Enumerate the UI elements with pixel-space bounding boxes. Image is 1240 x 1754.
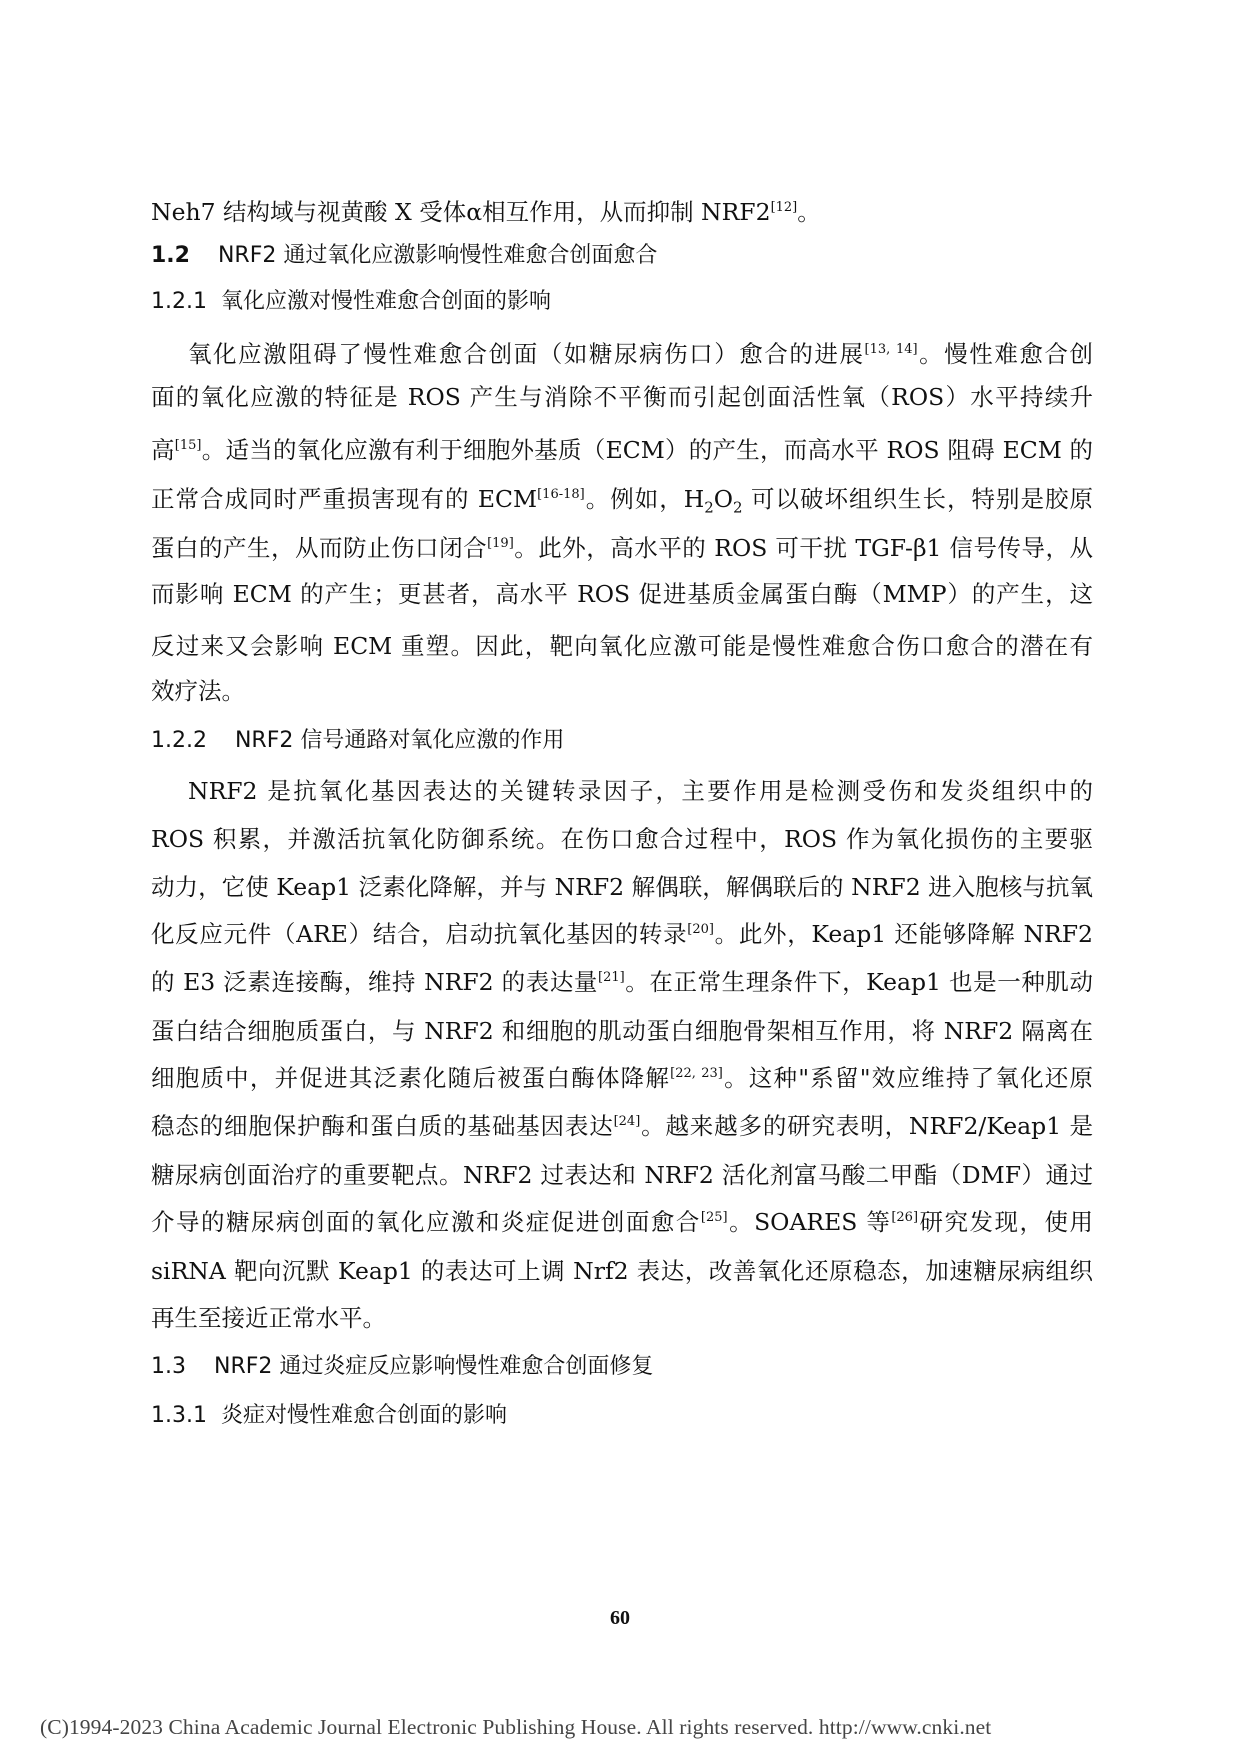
- section-heading-1-2: 1.2 NRF2 通过氧化应激影响慢性难愈合创面愈合: [151, 243, 658, 268]
- paragraph-line: 介导的糖尿病创面的氧化应激和炎症促进创面愈合[25]。SOARES 等[26]研究发现，使用: [151, 1208, 1094, 1236]
- paragraph-line: 动力，它使 Keap1 泛素化降解，并与 NRF2 解偶联，解偶联后的 NRF2 进入胞核与抗氧: [151, 873, 1093, 901]
- paragraph-line: 氧化应激阻碍了慢性难愈合创面（如糖尿病伤口）愈合的进展[13, 14]。慢性难愈合创: [188, 340, 1094, 368]
- paragraph-line: 蛋白结合细胞质蛋白，与 NRF2 和细胞的肌动蛋白细胞骨架相互作用，将 NRF2 隔离在: [151, 1017, 1093, 1045]
- paragraph-line: 糖尿病创面治疗的重要靶点。NRF2 过表达和 NRF2 活化剂富马酸二甲酯（DMF）通过: [151, 1161, 1093, 1189]
- paragraph-line: 反过来又会影响 ECM 重塑。因此，靶向氧化应激可能是慢性难愈合伤口愈合的潜在有: [151, 632, 1093, 660]
- paragraph-line: ROS 积累，并激活抗氧化防御系统。在伤口愈合过程中，ROS 作为氧化损伤的主要驱: [151, 825, 1093, 853]
- subsection-heading-1-3-1: 1.3.1 炎症对慢性难愈合创面的影响: [151, 1403, 507, 1428]
- paragraph-line: NRF2 是抗氧化基因表达的关键转录因子，主要作用是检测受伤和发炎组织中的: [188, 777, 1093, 805]
- paragraph-line: Neh7 结构域与视黄酸 X 受体α相互作用，从而抑制 NRF2[12]。: [151, 198, 821, 226]
- paragraph-line: 再生至接近正常水平。: [151, 1304, 386, 1332]
- paragraph-line: 面的氧化应激的特征是 ROS 产生与消除不平衡而引起创面活性氧（ROS）水平持续升: [151, 383, 1093, 411]
- paragraph-line: 蛋白的产生，从而防止伤口闭合[19]。此外，高水平的 ROS 可干扰 TGF-β1 信号传导，从: [151, 534, 1093, 562]
- paragraph-line: 稳态的细胞保护酶和蛋白质的基础基因表达[24]。越来越多的研究表明，NRF2/Keap1 是: [151, 1112, 1093, 1140]
- paragraph-line: 化反应元件（ARE）结合，启动抗氧化基因的转录[20]。此外，Keap1 还能够降解 NRF2: [151, 920, 1093, 948]
- paragraph-line: 高[15]。适当的氧化应激有利于细胞外基质（ECM）的产生，而高水平 ROS 阻碍 ECM 的: [151, 436, 1093, 464]
- paragraph-line: 细胞质中，并促进其泛素化随后被蛋白酶体降解[22, 23]。这种"系留"效应维持了氧化还原: [151, 1064, 1094, 1092]
- paragraph-line: 而影响 ECM 的产生；更甚者，高水平 ROS 促进基质金属蛋白酶（MMP）的产生，这: [151, 580, 1093, 608]
- subsection-heading-1-2-2: 1.2.2 NRF2 信号通路对氧化应激的作用: [151, 728, 565, 753]
- paragraph-line: siRNA 靶向沉默 Keap1 的表达可上调 Nrf2 表达，改善氧化还原稳态，加速糖尿病组织: [151, 1257, 1093, 1285]
- section-heading-1-3: 1.3 NRF2 通过炎症反应影响慢性难愈合创面修复: [151, 1354, 654, 1379]
- paragraph-line: 效疗法。: [151, 677, 245, 705]
- copyright-footer: (C)1994-2023 China Academic Journal Electronic Publishing House. All rights reserved. http://www.cnki.net: [40, 1715, 992, 1739]
- paragraph-line: 正常合成同时严重损害现有的 ECM[16-18]。例如，$H_2O_2$ 可以破坏组织生长，特别是胶原: [151, 485, 1093, 517]
- subsection-heading-1-2-1: 1.2.1 氧化应激对慢性难愈合创面的影响: [151, 289, 551, 314]
- page-number: 60: [610, 1607, 630, 1629]
- paragraph-line: 的 E3 泛素连接酶，维持 NRF2 的表达量[21]。在正常生理条件下，Keap1 也是一种肌动: [151, 968, 1093, 996]
